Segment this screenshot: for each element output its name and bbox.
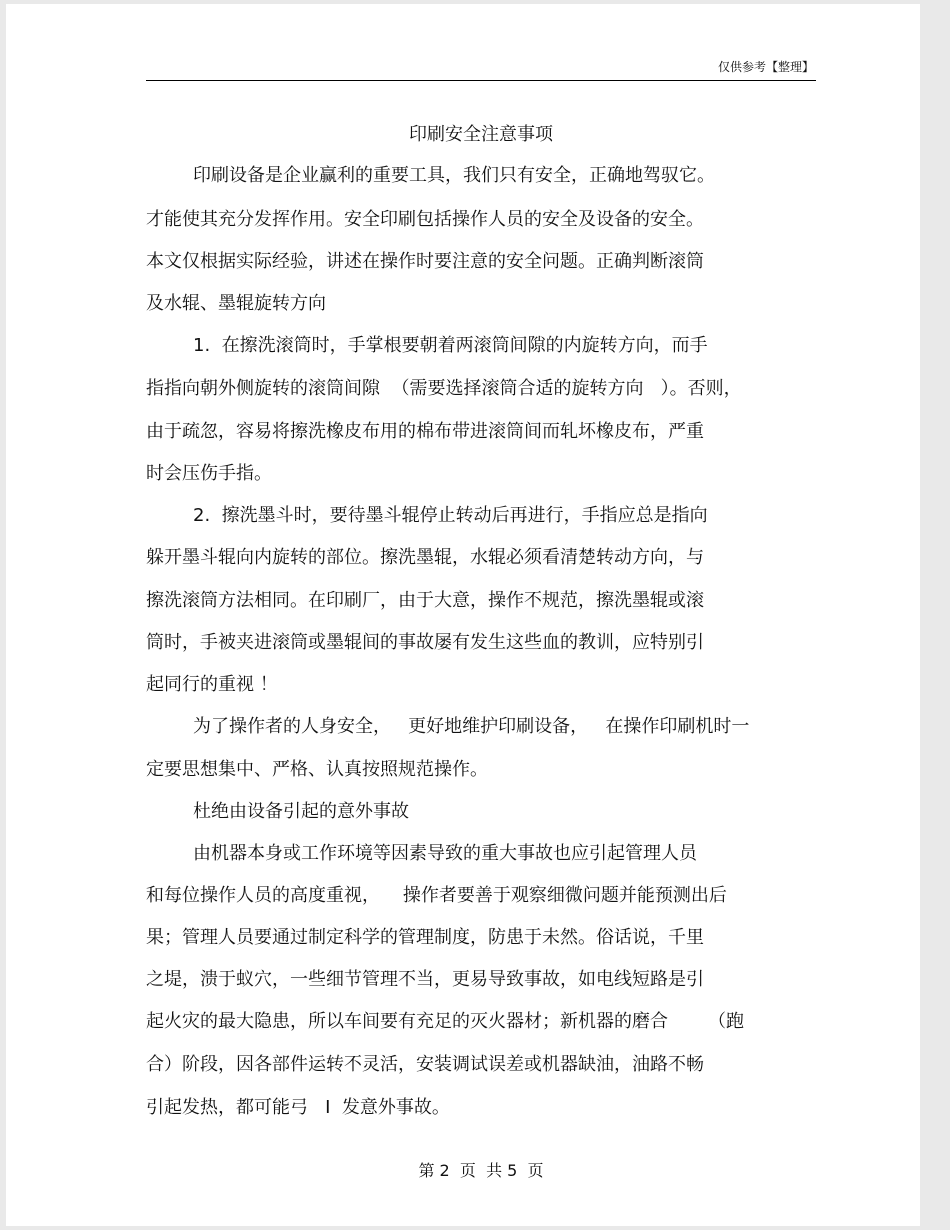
- body-line: 擦洗滚筒方法相同。在印刷厂，由于大意，操作不规范，擦洗墨辊或滚: [146, 590, 704, 611]
- body-line: 时会压伤手指。: [146, 463, 272, 484]
- body-line: 和每位操作人员的高度重视， 操作者要善于观察细微问题并能预测出后: [146, 885, 727, 906]
- body-line: 起火灾的最大隐患，所以车间要有充足的灭火器材；新机器的磨合 （跑: [146, 1011, 745, 1032]
- body-line: 及水辊、墨辊旋转方向: [146, 293, 326, 314]
- body-line: 筒时，手被夹进滚筒或墨辊间的事故屡有发生这些血的教训，应特别引: [146, 632, 704, 653]
- document-page: [6, 4, 920, 1226]
- section-heading: 杜绝由设备引起的意外事故: [193, 801, 409, 822]
- body-line: 才能使其充分发挥作用。安全印刷包括操作人员的安全及设备的安全。: [146, 209, 704, 230]
- body-line: 指指向朝外侧旋转的滚筒间隙 （需要选择滚筒合适的旋转方向 ）。否则，: [146, 378, 742, 399]
- body-line: 本文仅根据实际经验，讲述在操作时要注意的安全问题。正确判断滚筒: [146, 251, 704, 272]
- body-line: 1. 在擦洗滚筒时，手掌根要朝着两滚筒间隙的内旋转方向，而手: [193, 335, 708, 356]
- page-footer: 第 2 页 共 5 页: [418, 1161, 544, 1180]
- page-header: [146, 54, 816, 81]
- body-line: 2. 擦洗墨斗时，要待墨斗辊停止转动后再进行，手指应总是指向: [193, 505, 708, 526]
- body-line: 由于疏忽，容易将擦洗橡皮布用的棉布带进滚筒间而轧坏橡皮布，严重: [146, 421, 704, 442]
- body-line: 果；管理人员要通过制定科学的管理制度，防患于未然。俗话说，千里: [146, 927, 704, 948]
- body-line: 由机器本身或工作环境等因素导致的重大事故也应引起管理人员: [193, 843, 697, 864]
- body-line: 定要思想集中、严格、认真按照规范操作。: [146, 759, 488, 780]
- header-note: 仅供参考【整理】: [717, 60, 814, 74]
- document-title: 印刷安全注意事项: [409, 124, 553, 145]
- body-line: 引起发热，都可能弓 I 发意外事故。: [146, 1097, 450, 1118]
- body-line: 起同行的重视 ！: [146, 674, 278, 695]
- body-line: 印刷设备是企业赢利的重要工具，我们只有安全，正确地驾驭它。: [193, 165, 715, 186]
- body-line: 之堤，溃于蚁穴，一些细节管理不当，更易导致事故，如电线短路是引: [146, 969, 704, 990]
- body-line: 合）阶段，因各部件运转不灵活，安装调试误差或机器缺油，油路不畅: [146, 1054, 704, 1075]
- body-line: 躲开墨斗辊向内旋转的部位。擦洗墨辊，水辊必须看清楚转动方向，与: [146, 547, 704, 568]
- body-line: 为了操作者的人身安全， 更好地维护印刷设备， 在操作印刷机时一: [193, 716, 750, 737]
